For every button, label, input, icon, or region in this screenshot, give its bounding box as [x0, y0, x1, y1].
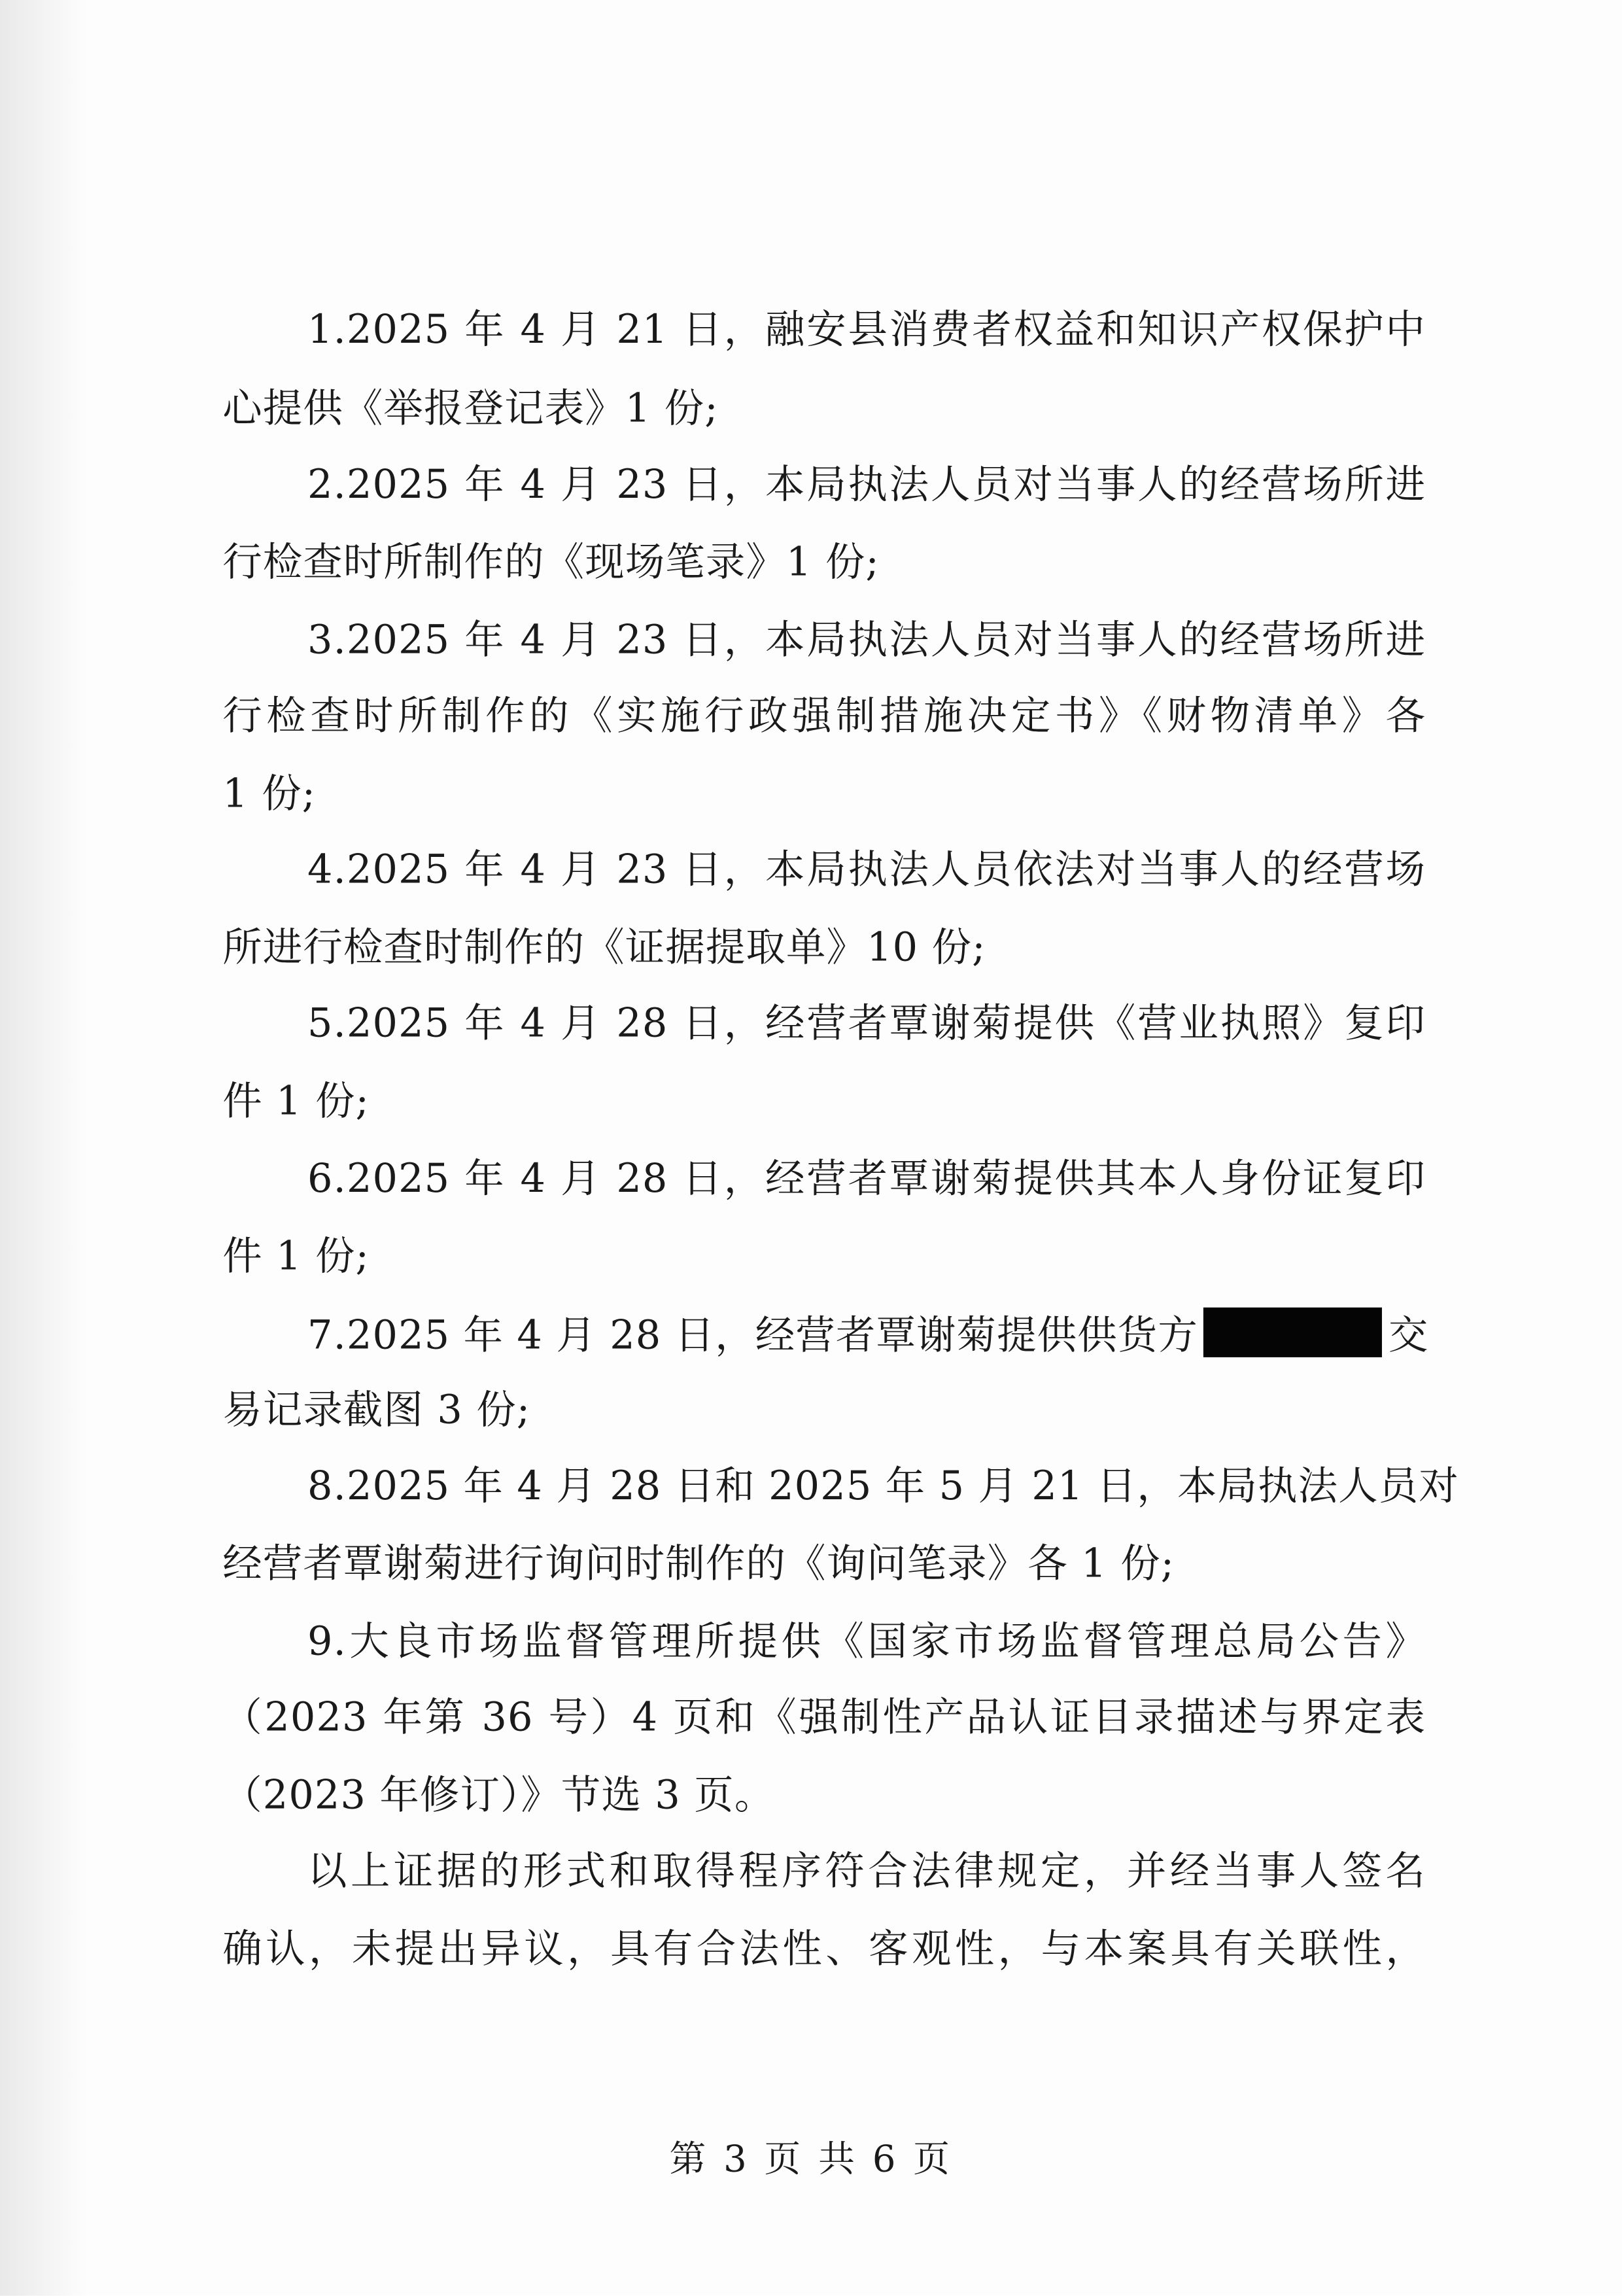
- evidence-item-2-line-1: 2.2025 年 4 月 23 日，本局执法人员对当事人的经营场所进: [307, 462, 1426, 508]
- evidence-item-9-line-2: （2023 年第 36 号）4 页和《强制性产品认证目录描述与界定表: [222, 1695, 1426, 1741]
- page-number-footer: 第 3 页 共 6 页: [669, 2137, 953, 2180]
- evidence-item-7-text-after: 交: [1388, 1313, 1429, 1359]
- evidence-item-1-line-1: 1.2025 年 4 月 21 日，融安县消费者权益和知识产权保护中: [307, 307, 1426, 353]
- evidence-item-9-line-3: （2023 年修订）》节选 3 页。: [222, 1773, 775, 1818]
- evidence-item-8-line-2: 经营者覃谢菊进行询问时制作的《询问笔录》各 1 份;: [222, 1541, 1175, 1588]
- evidence-item-6-line-1: 6.2025 年 4 月 28 日，经营者覃谢菊提供其本人身份证复印: [307, 1157, 1426, 1202]
- evidence-item-8-line-1: 8.2025 年 4 月 28 日和 2025 年 5 月 21 日，本局执法人员对: [307, 1464, 1459, 1510]
- evidence-item-7-line-1: [307, 1308, 1429, 1361]
- evidence-item-7-line-2: 易记录截图 3 份;: [222, 1387, 531, 1434]
- evidence-item-5-line-2: 件 1 份;: [222, 1079, 370, 1125]
- evidence-item-7-text-before: 7.2025 年 4 月 28 日，经营者覃谢菊提供供货方: [307, 1313, 1198, 1359]
- evidence-item-6-line-2: 件 1 份;: [222, 1234, 370, 1280]
- evidence-item-5-line-1: 5.2025 年 4 月 28 日，经营者覃谢菊提供《营业执照》复印: [307, 1001, 1426, 1047]
- evidence-item-3-line-3: 1 份;: [222, 771, 317, 817]
- evidence-item-4-line-1: 4.2025 年 4 月 23 日，本局执法人员依法对当事人的经营场: [307, 847, 1426, 894]
- evidence-item-2-line-2: 行检查时所制作的《现场笔录》1 份;: [222, 540, 880, 586]
- evidence-item-1-line-2: 心提供《举报登记表》1 份;: [222, 386, 719, 432]
- evidence-item-3-line-2: 行检查时所制作的《实施行政强制措施决定书》《财物清单》各: [222, 693, 1426, 740]
- evidence-item-3-line-1: 3.2025 年 4 月 23 日，本局执法人员对当事人的经营场所进: [307, 617, 1426, 663]
- conclusion-line-1: 以上证据的形式和取得程序符合法律规定，并经当事人签名: [307, 1849, 1426, 1895]
- redaction-block: [1204, 1308, 1383, 1357]
- conclusion-line-2: 确认，未提出异议，具有合法性、客观性，与本案具有关联性，: [222, 1926, 1426, 1972]
- evidence-item-9-line-1: 9.大良市场监督管理所提供《国家市场监督管理总局公告》: [307, 1619, 1426, 1665]
- evidence-item-4-line-2: 所进行检查时制作的《证据提取单》10 份;: [222, 925, 986, 971]
